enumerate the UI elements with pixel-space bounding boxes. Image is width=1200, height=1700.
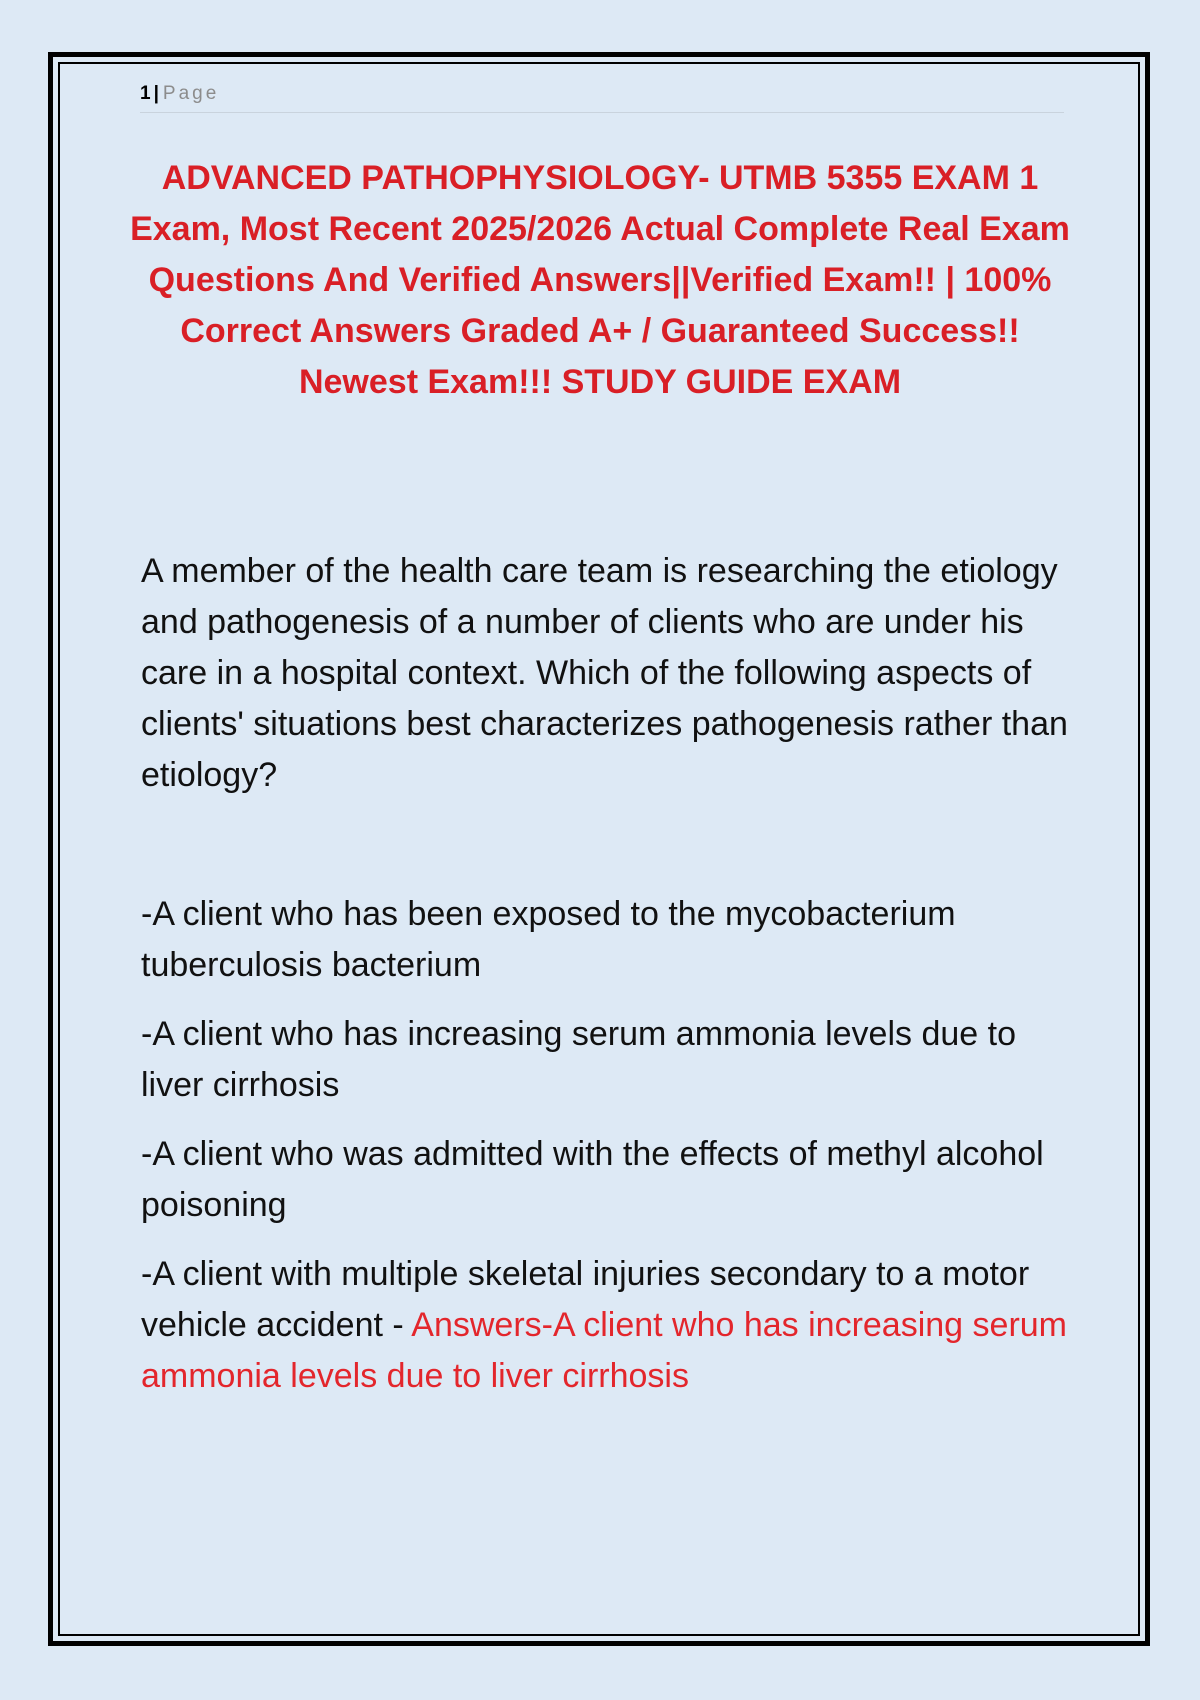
answer-options (141, 889, 1071, 1420)
page-label: Page (162, 83, 220, 104)
option-item (141, 889, 1071, 991)
option-item (141, 1129, 1071, 1231)
option-item (141, 1249, 1071, 1402)
option-text: -A client who was admitted with the effects of methyl alcohol poisoning (141, 1135, 1044, 1224)
option-text: -A client who has been exposed to the mycobacterium tuberculosis bacterium (141, 895, 956, 984)
document-title: ADVANCED PATHOPHYSIOLOGY- UTMB 5355 EXAM 1 Exam, Most Recent 2025/2026 Actual Complete Real Exam Questions And Verified Answers||Verified Exam!! | 100% Correct Answers Graded A+ / Guaranteed Success!! Newest Exam!!! STUDY GUIDE EXAM (130, 159, 1070, 401)
page-number-separator: | (153, 83, 159, 104)
option-text: -A client who has increasing serum ammonia levels due to liver cirrhosis (141, 1015, 1016, 1104)
answer-text: Answers-A client who has increasing serum ammonia levels due to liver cirrhosis (141, 1306, 1067, 1395)
option-text: -A client with multiple skeletal injuries secondary to a motor vehicle accident - (141, 1255, 1030, 1344)
option-item (141, 1009, 1071, 1111)
page-header (140, 82, 1064, 113)
question-text: A member of the health care team is researching the etiology and pathogenesis of a number of clients who are under his care in a hospital context. Which of the following aspects of clients' situations best characterizes pathogenesis rather than etiology? (141, 552, 1068, 794)
page-number: 1 (140, 83, 151, 104)
